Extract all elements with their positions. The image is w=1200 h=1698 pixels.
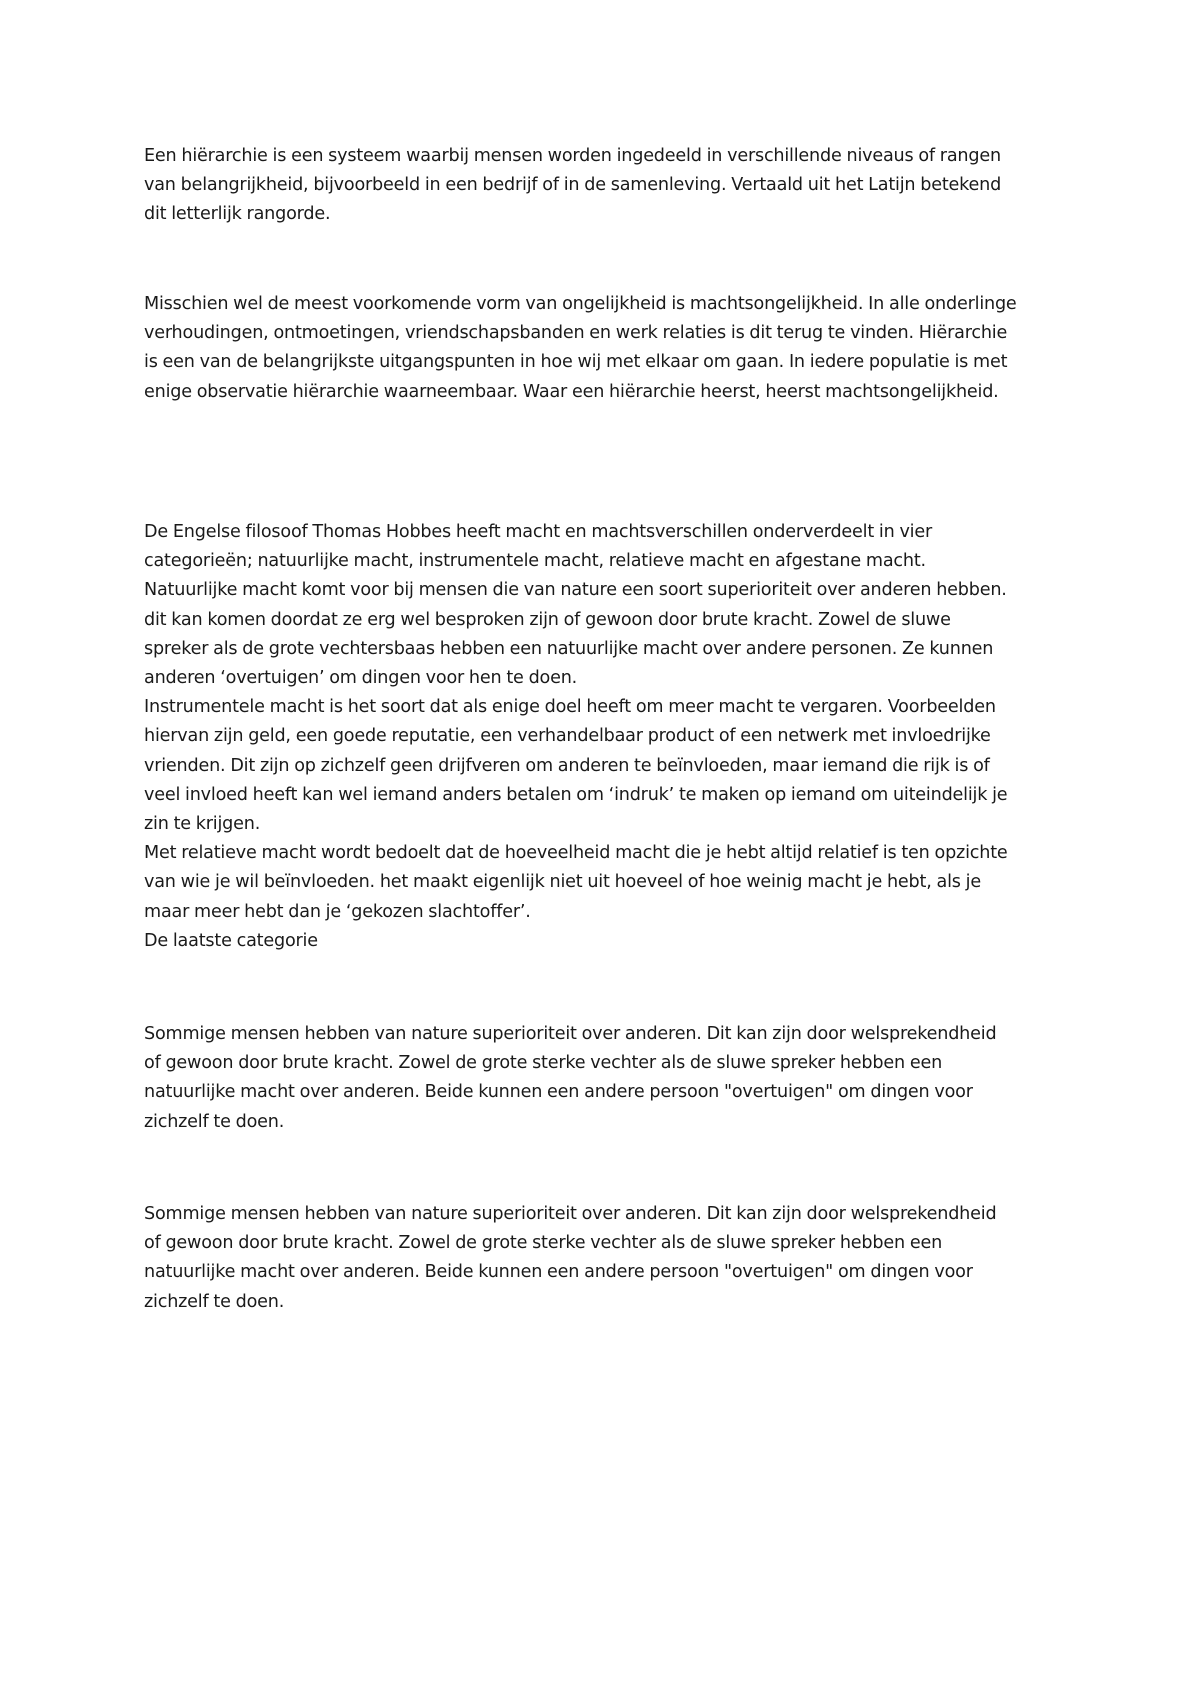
paragraph-hierarchy-definition: Een hiërarchie is een systeem waarbij mensen worden ingedeeld in verschillende niveaus of rangen van belangrijkheid, bijvoorbeeld in een bedrijf of in de samenleving. Vertaald uit het Latijn betekend dit letterlijk rangorde. [144, 146, 1002, 225]
paragraph-power-inequality: Misschien wel de meest voorkomende vorm van ongelijkheid is machtsongelijkheid. In alle onderlinge verhoudingen, ontmoetingen, vriendschapsbanden en werk relaties is dit terug te vinden. Hiërarchie is een van de belangrijkste uitgangspunten in hoe wij met elkaar om gaan. In iedere populatie is met enige observatie hiërarchie waarneembaar. Waar een hiërarchie heerst, heerst machtsongelijkheid. [144, 294, 1017, 402]
paragraph-natural-superiority: Sommige mensen hebben van nature superioriteit over anderen. Dit kan zijn door welsprekendheid of gewoon door brute kracht. Zowel de grote sterke vechter als de sluwe spreker hebben een natuurlijke macht over anderen. Beide kunnen een andere persoon "overtuigen" om dingen voor zichzelf te doen. [144, 1024, 997, 1132]
paragraph-hobbes-categories: De Engelse filosoof Thomas Hobbes heeft macht en machtsverschillen onderverdeelt in vier categorieën; natuurlijke macht, instrumentele macht, relatieve macht en afgestane macht. Natuurlijke macht komt voor bij mensen die van nature een soort superioriteit over anderen hebben. dit kan komen doordat ze erg wel besproken zijn of gewoon door brute kracht. Zowel de sluwe spreker als de grote vechtersbaas hebben een natuurlijke macht over andere personen. Ze kunnen anderen ‘overtuigen’ om dingen voor hen te doen. Instrumentele macht is het soort dat als enige doel heeft om meer macht te vergaren. Voorbeelden hiervan zijn geld, een goede reputatie, een verhandelbaar product of een netwerk met invloedrijke vrienden. Dit zijn op zichzelf geen drijfveren om anderen te beïnvloeden, maar iemand die rijk is of veel invloed heeft kan wel iemand anders betalen om ‘indruk’ te maken op iemand om uiteindelijk je zin te krijgen. Met relatieve macht wordt bedoelt dat de hoeveelheid macht die je hebt altijd relatief is ten opzichte van wie je wil beïnvloeden. het maakt eigenlijk niet uit hoeveel of hoe weinig macht je hebt, als je maar meer hebt dan je ‘gekozen slachtoffer’. De laatste categorie [144, 522, 1008, 951]
paragraph-natural-superiority-repeat: Sommige mensen hebben van nature superioriteit over anderen. Dit kan zijn door welsprekendheid of gewoon door brute kracht. Zowel de grote sterke vechter als de sluwe spreker hebben een natuurlijke macht over anderen. Beide kunnen een andere persoon "overtuigen" om dingen voor zichzelf te doen. [144, 1204, 997, 1312]
